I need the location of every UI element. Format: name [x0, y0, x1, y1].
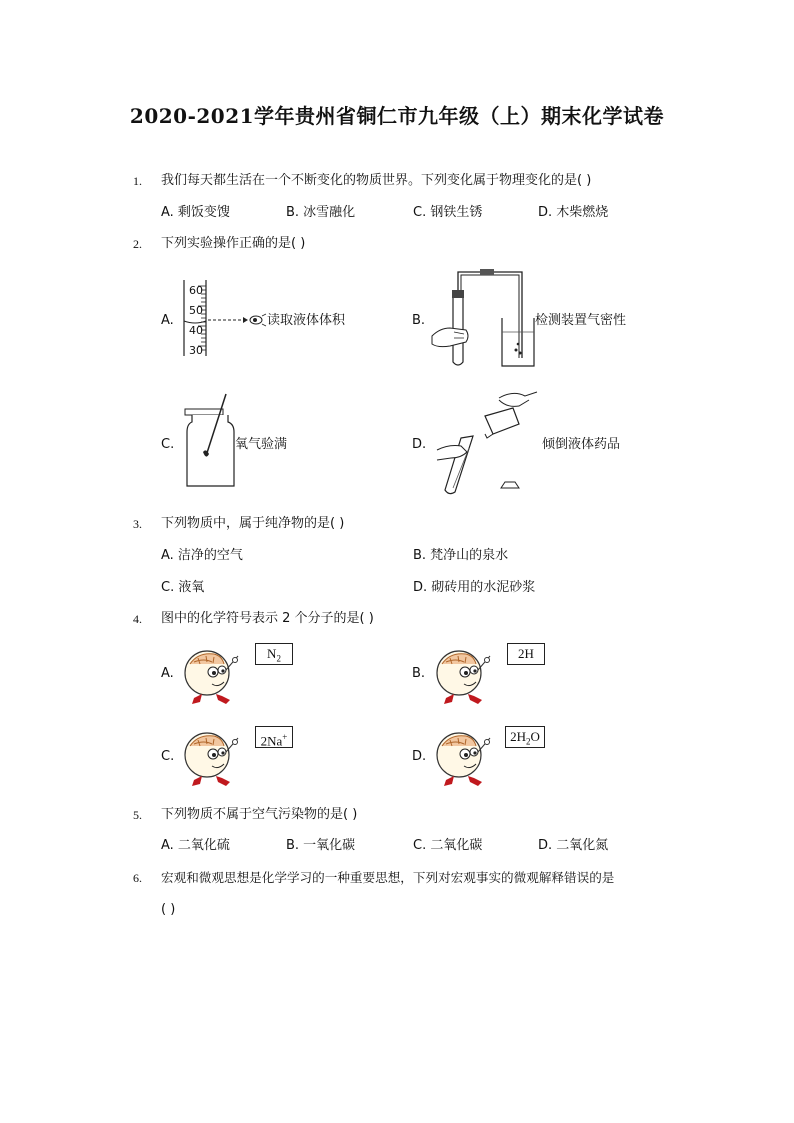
q4-option-c-letter: C.	[161, 749, 175, 764]
cylinder-tick-30: 30	[189, 344, 203, 357]
q3-option-b: B. 梵净山的泉水	[413, 548, 509, 563]
q4-d-symbol-tail: O	[530, 729, 540, 744]
q3-option-d: D. 砌砖用的水泥砂浆	[413, 580, 536, 595]
molecule-mascot-icon	[432, 730, 512, 788]
question-1-stem: 我们每天都生活在一个不断变化的物质世界。下列变化属于物理变化的是( )	[161, 173, 592, 188]
q4-option-a-formula-box	[255, 643, 293, 665]
q2-option-b-caption: 检测装置气密性	[535, 313, 627, 328]
q2-option-c-caption: 氧气验满	[235, 437, 288, 452]
q2-option-a-caption: 读取液体体积	[267, 313, 346, 328]
q4-b-symbol: 2H	[518, 646, 534, 661]
molecule-mascot-icon	[180, 730, 260, 788]
q5-option-c: C. 二氧化碳	[413, 838, 483, 853]
question-5-stem: 下列物质不属于空气污染物的是( )	[161, 807, 358, 822]
q4-option-c-formula-box	[255, 726, 293, 748]
q4-a-subscript: 2	[276, 653, 281, 664]
q4-c-symbol: 2Na	[260, 733, 283, 749]
q5-option-b: B. 一氧化碳	[286, 838, 356, 853]
pouring-liquid-figure	[433, 388, 543, 498]
page-title: 2020-2021学年贵州省铜仁市九年级（上）期末化学试卷	[129, 104, 665, 128]
question-1-number: 1.	[133, 174, 142, 188]
molecule-mascot-icon	[180, 648, 260, 706]
q4-option-b-letter: B.	[412, 666, 426, 681]
question-3-number: 3.	[133, 517, 142, 531]
question-6-stem-continuation: ( )	[161, 902, 176, 917]
q1-option-a: A. 剩饭变馊	[161, 205, 230, 220]
q4-option-d-formula-box	[505, 726, 545, 748]
q2-option-c-letter: C.	[161, 437, 175, 452]
q3-option-c: C. 液氧	[161, 580, 205, 595]
question-2-stem: 下列实验操作正确的是( )	[161, 236, 306, 251]
q2-option-d-caption: 倾倒液体药品	[542, 437, 621, 452]
q3-option-a: A. 洁净的空气	[161, 548, 243, 563]
q1-option-c: C. 钢铁生锈	[413, 205, 483, 220]
q4-option-b-formula-box	[507, 643, 545, 665]
q4-d-subscript: 2	[526, 736, 531, 747]
airtightness-check-figure	[430, 266, 535, 370]
q5-option-a: A. 二氧化硫	[161, 838, 230, 853]
q4-c-superscript: +	[282, 732, 288, 742]
cylinder-tick-50: 50	[189, 304, 203, 317]
q2-option-b-letter: B.	[412, 313, 426, 328]
q2-option-d-letter: D.	[412, 437, 427, 452]
cylinder-tick-40: 40	[189, 324, 203, 337]
q1-option-d: D. 木柴燃烧	[538, 205, 609, 220]
q4-a-symbol: N	[267, 646, 277, 661]
q4-option-d-letter: D.	[412, 749, 427, 764]
molecule-mascot-icon	[432, 648, 512, 706]
q1-option-b: B. 冰雪融化	[286, 205, 356, 220]
q2-option-a-letter: A.	[161, 313, 174, 328]
q4-option-a-letter: A.	[161, 666, 174, 681]
q4-d-symbol: 2H	[510, 729, 526, 744]
question-2-number: 2.	[133, 237, 142, 251]
question-5-number: 5.	[133, 808, 142, 822]
question-3-stem: 下列物质中，属于纯净物的是( )	[161, 516, 345, 531]
question-4-stem: 图中的化学符号表示 2 个分子的是( )	[161, 611, 374, 626]
cylinder-tick-60: 60	[189, 284, 203, 297]
question-6-stem: 宏观和微观思想是化学学习的一种重要思想，下列对宏观事实的微观解释错误的是	[161, 870, 615, 885]
question-4-number: 4.	[133, 612, 142, 626]
q5-option-d: D. 二氧化氮	[538, 838, 609, 853]
question-6-number: 6.	[133, 871, 142, 885]
